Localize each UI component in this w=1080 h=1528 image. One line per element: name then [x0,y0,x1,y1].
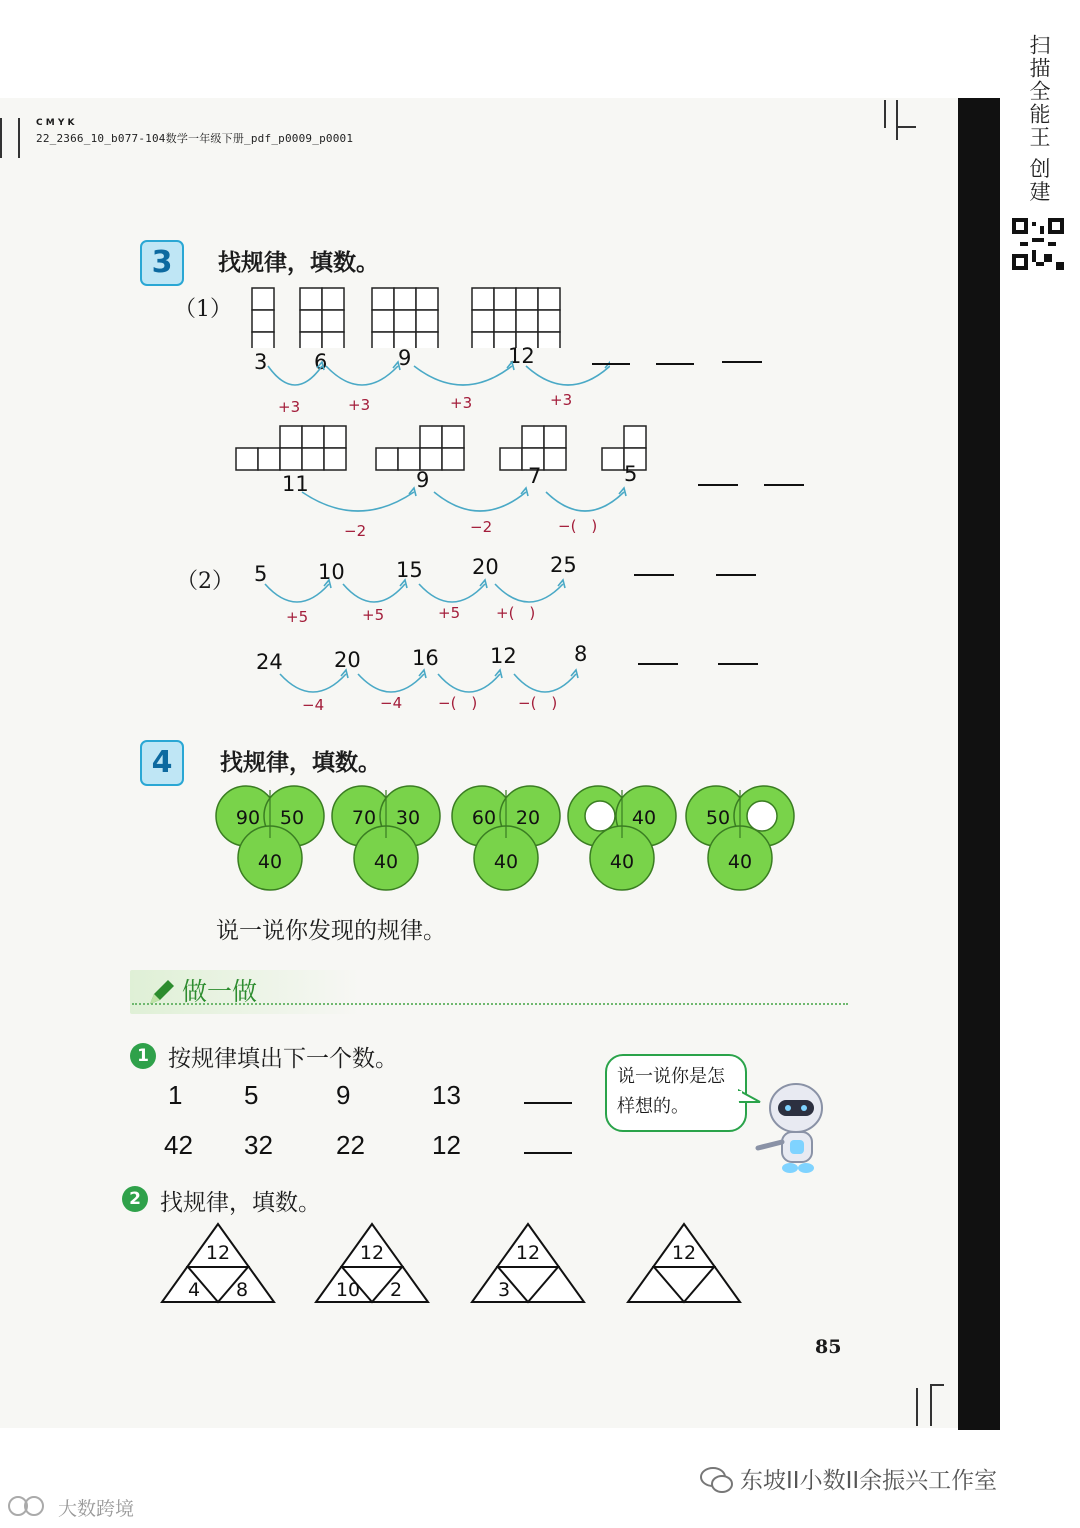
arc-arrows-row1 [250,360,610,420]
arc-arrows-row4 [270,668,600,722]
block-stacks-row1 [246,282,576,348]
sequence-number: 13 [432,1080,461,1110]
arc-arrow [280,674,346,692]
sequence-number: 22 [336,1130,365,1160]
book-spine [958,98,1000,1430]
answer-blank[interactable] [698,484,738,486]
triangle-puzzle [472,1224,584,1302]
block-square [442,426,464,448]
block-square [394,288,416,310]
exercise-3-title: 找规律，填数。 [218,249,379,276]
arc-arrow [302,492,414,511]
triangle-number: 2 [389,1279,403,1301]
block-square [280,426,302,448]
scanner-brand: 扫描全能王 创建 [1027,34,1051,204]
step-label: −( ) [518,694,558,712]
sequence-number: 9 [398,346,412,370]
empty-slot[interactable] [585,801,615,831]
sequence-number: 8 [574,642,588,666]
arc-arrow [268,366,322,385]
question-1-number: 1 [130,1043,156,1069]
arc-arrow [526,366,610,385]
triangle-puzzle [628,1224,740,1302]
step-label: −2 [470,518,493,536]
block-square [472,332,494,348]
clover [568,786,676,890]
crop-mark [930,1384,944,1386]
clover-number: 40 [609,851,635,873]
sequence-number: 3 [254,350,268,374]
step-label: +3 [348,396,371,414]
clover-number: 60 [471,807,497,829]
block-square [258,448,280,470]
block-square [544,426,566,448]
step-label: −( ) [438,694,478,712]
triangle-puzzle [316,1224,428,1302]
clover-number: 50 [279,807,305,829]
block-square [522,426,544,448]
block-square [236,448,258,470]
step-label: +3 [450,394,473,412]
sequence-number: 11 [282,472,309,496]
block-square [394,310,416,332]
step-label: −2 [344,522,367,540]
step-label: +5 [286,608,309,626]
crop-mark [0,118,2,158]
block-square [322,332,344,348]
block-square [416,332,438,348]
arc-arrow [343,584,405,602]
block-square [538,332,560,348]
triangle-number: 12 [205,1242,231,1264]
answer-blank[interactable] [716,574,756,576]
clover [686,786,794,890]
crop-mark [18,118,20,158]
triangle-puzzle [162,1224,274,1302]
block-square [376,448,398,470]
sequence-number: 12 [490,644,517,668]
sequence-number: 9 [336,1080,351,1110]
bubble-text: 说一说你是怎样想的。 [617,1066,725,1117]
clover-number: 40 [631,807,657,829]
block-square [300,288,322,310]
exercise-4-title: 找规律，填数。 [220,749,381,776]
arc-arrow [434,492,526,511]
arc-arrow [438,674,500,692]
block-square [324,426,346,448]
block-square [494,310,516,332]
block-square [322,288,344,310]
answer-blank[interactable] [524,1152,572,1154]
practice-heading: 做一做 [182,977,258,1006]
sequence-number: 32 [244,1130,273,1160]
crop-mark [916,1388,918,1426]
discussion-prompt: 说一说你发现的规律。 [216,918,446,944]
block-square [280,448,302,470]
step-label: −( ) [558,517,598,535]
clover-number: 70 [351,807,377,829]
clover-number: 40 [373,851,399,873]
sequence-number: 6 [314,350,328,374]
arc-arrow [514,674,576,692]
exercise-4-badge: 4 [140,740,184,786]
block-square [538,310,560,332]
block-square [416,310,438,332]
arc-arrows-row2 [290,486,640,546]
arc-arrow [546,492,624,511]
sequence-number: 20 [334,648,361,672]
arc-arrow [414,366,512,385]
answer-blank[interactable] [718,663,758,665]
triangle-number: 12 [359,1242,385,1264]
sequence-number: 12 [508,344,535,368]
step-label: −4 [380,694,403,712]
sequence-number: 1 [168,1080,183,1110]
cmyk-mark: C M Y K [36,118,75,128]
clover-number: 30 [395,807,421,829]
arc-arrow [265,584,329,602]
block-square [302,426,324,448]
wechat-icon [700,1466,734,1494]
triangle-number: 3 [497,1279,511,1301]
sequence-number: 20 [472,555,499,579]
block-square [538,288,560,310]
block-stacks-row2 [230,420,670,472]
triangle-number: 8 [235,1279,249,1301]
block-square [442,448,464,470]
arc-arrow [358,674,424,692]
arc-arrow [495,584,563,602]
sequence-number: 5 [244,1080,259,1110]
clover-number: 20 [515,807,541,829]
answer-blank[interactable] [722,361,762,363]
sequence-number: 12 [432,1130,461,1160]
block-square [372,332,394,348]
block-square [324,448,346,470]
sequence-number: 7 [528,464,542,488]
block-square [516,288,538,310]
triangle-number: 10 [335,1279,361,1301]
triangle-number: 12 [671,1242,697,1264]
block-square [420,448,442,470]
crop-mark [896,100,898,140]
block-square [300,332,322,348]
sequence-number: 15 [396,558,423,582]
block-square [322,310,344,332]
answer-blank[interactable] [524,1102,572,1104]
step-label: +3 [278,398,301,416]
arc-arrow [419,584,485,602]
arrow-head [393,362,400,370]
step-label: +( ) [496,604,536,622]
clover [332,786,440,890]
block-square [602,448,624,470]
part-2-label: （2） [176,569,234,594]
clover-number: 90 [235,807,261,829]
block-square [398,448,420,470]
sequence-number: 9 [416,468,430,492]
sequence-number: 25 [550,553,577,577]
step-label: +5 [362,606,385,624]
answer-blank[interactable] [638,663,678,665]
watermark: 东坡II小数II余振兴工作室 [740,1468,998,1494]
watermark-secondary: 大数跨境 [58,1498,135,1520]
block-square [302,448,324,470]
block-square [420,426,442,448]
answer-blank[interactable] [592,363,630,365]
answer-blank[interactable] [634,574,674,576]
block-square [516,310,538,332]
block-square [624,426,646,448]
arrow-head [419,670,426,678]
block-square [416,288,438,310]
sequence-number: 42 [164,1130,193,1160]
clover-number: 40 [257,851,283,873]
arc-arrows-row3 [255,578,595,632]
clover-number: 40 [493,851,519,873]
question-2-number: 2 [122,1186,148,1212]
qr-code-icon [1012,218,1064,270]
answer-blank[interactable] [656,363,694,365]
step-label: +3 [550,391,573,409]
step-label: −4 [302,696,325,714]
block-square [472,288,494,310]
block-square [500,448,522,470]
step-label: +5 [438,604,461,622]
block-square [372,288,394,310]
block-square [372,310,394,332]
block-square [252,332,274,348]
triangle-puzzles [150,1212,760,1308]
clover-number: 40 [727,851,753,873]
block-square [252,288,274,310]
crop-mark [896,126,916,128]
triangle-number: 4 [187,1279,201,1301]
question-1-text: 按规律填出下一个数。 [168,1046,398,1072]
block-square [544,448,566,470]
arrow-head [558,580,565,588]
sequence-number: 10 [318,560,345,584]
block-square [472,310,494,332]
question-2-text: 找规律，填数。 [160,1190,321,1216]
sequence-number: 16 [412,646,439,670]
arc-arrow [326,366,398,385]
triangle-number: 12 [515,1242,541,1264]
brand-logo-icon [6,1494,54,1518]
block-square [300,310,322,332]
print-code: 22_2366_10_b077-104数学一年级下册_pdf_p0009_p0001 [36,132,354,145]
robot-icon [752,1078,836,1174]
block-square [252,310,274,332]
page-number: 85 [815,1336,842,1358]
part-1-label: （1） [174,297,232,322]
clover [452,786,560,890]
exercise-3-badge: 3 [140,240,184,286]
crop-mark [884,100,886,128]
sequence-number: 5 [254,562,268,586]
clover [216,786,324,890]
sequence-number: 5 [624,462,638,486]
clover-row [212,778,812,898]
arrow-head [341,670,348,678]
divider [132,1003,848,1005]
block-square [494,288,516,310]
empty-slot[interactable] [747,801,777,831]
sequence-number: 24 [256,650,283,674]
answer-blank[interactable] [764,484,804,486]
arrow-head [480,580,487,588]
clover-number: 50 [705,807,731,829]
crop-mark [930,1384,932,1426]
